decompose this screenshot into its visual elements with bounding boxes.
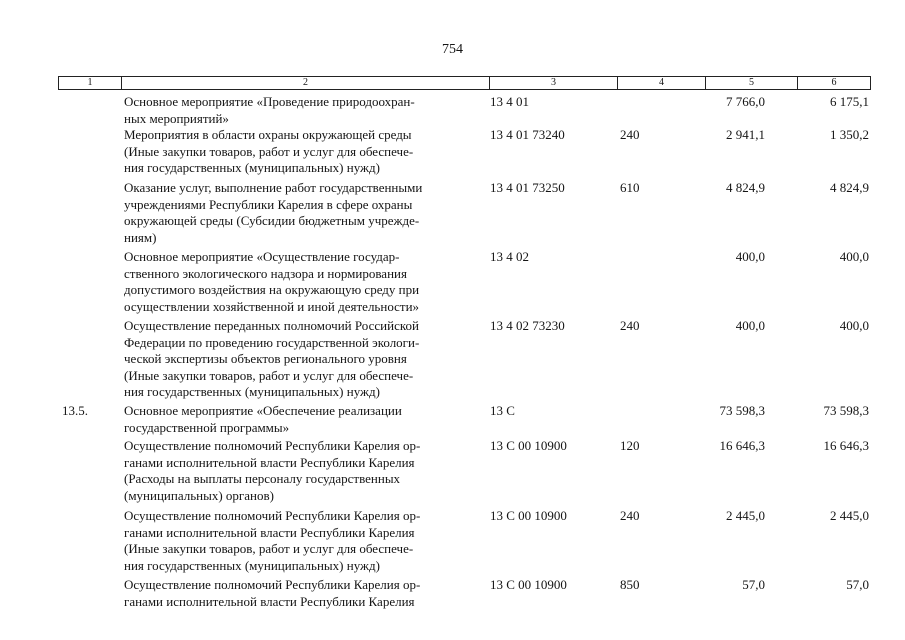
- description-line: ных мероприятий»: [124, 110, 229, 126]
- description-line: Осуществление полномочий Республики Карелия ор-: [124, 508, 421, 523]
- description-line: окружающей среды (Субсидии бюджетным учрежде-: [124, 213, 420, 228]
- amount-col-5: 2 445,0: [726, 508, 765, 523]
- budget-code: 13 С 00 10900: [490, 577, 567, 592]
- amount-col-5: 57,0: [742, 577, 765, 592]
- budget-code: 13 4 02: [490, 249, 529, 264]
- description-line: Осуществление переданных полномочий Российской: [124, 318, 419, 333]
- row-number: 13.5.: [62, 403, 88, 418]
- description-line: (муниципальных) органов): [124, 487, 274, 503]
- expense-type: 610: [620, 180, 640, 195]
- description-line: ния государственных (муниципальных) нужд): [124, 160, 380, 175]
- expense-type: 120: [620, 438, 640, 453]
- row-description: [124, 94, 476, 127]
- description-line: Осуществление полномочий Республики Карелия ор-: [124, 577, 421, 592]
- description-line: осуществлении хозяйственной и иной деятельности»: [124, 298, 420, 314]
- expense-type: 240: [620, 508, 640, 523]
- description-line: (Расходы на выплаты персоналу государственных: [124, 471, 401, 486]
- description-line: учреждениями Республики Карелия в сфере охраны: [124, 196, 413, 212]
- row-description: [124, 438, 476, 504]
- description-line: Основное мероприятие «Проведение природоохран-: [124, 94, 415, 109]
- description-line: ниям): [124, 229, 157, 245]
- description-line: государственной программы»: [124, 419, 290, 435]
- description-line: ганами исполнительной власти Республики Карелия: [124, 593, 415, 609]
- description-line: Мероприятия в области охраны окружающей среды: [124, 127, 412, 142]
- description-line: ственного экологического надзора и нормирования: [124, 265, 407, 281]
- amount-col-5: 16 646,3: [719, 438, 765, 453]
- table-header: [58, 76, 871, 90]
- description-line: (Иные закупки товаров, работ и услуг для обеспече-: [124, 367, 414, 383]
- row-description: [124, 249, 476, 315]
- description-line: ния государственных (муниципальных) нужд): [124, 384, 380, 399]
- amount-col-6: 2 445,0: [830, 508, 869, 523]
- page-number: 754: [442, 42, 463, 57]
- description-line: (Иные закупки товаров, работ и услуг для обеспече-: [124, 143, 414, 159]
- expense-type: 850: [620, 577, 640, 592]
- description-line: ганами исполнительной власти Республики Карелия: [124, 524, 415, 540]
- description-line: Основное мероприятие «Осуществление государ-: [124, 249, 400, 264]
- amount-col-5: 4 824,9: [726, 180, 765, 195]
- expense-type: 240: [620, 318, 640, 333]
- budget-code: 13 4 01: [490, 94, 529, 109]
- row-description: [124, 127, 476, 177]
- amount-col-6: 400,0: [839, 249, 869, 264]
- amount-col-5: 400,0: [735, 249, 765, 264]
- expense-type: 240: [620, 127, 640, 142]
- amount-col-6: 4 824,9: [830, 180, 869, 195]
- amount-col-5: 7 766,0: [726, 94, 765, 109]
- header-col-6: 6: [797, 77, 870, 89]
- row-description: [124, 403, 476, 436]
- budget-code: 13 С 00 10900: [490, 438, 567, 453]
- budget-code: 13 4 02 73230: [490, 318, 565, 333]
- header-col-2: 2: [121, 77, 489, 89]
- description-line: ганами исполнительной власти Республики Карелия: [124, 454, 415, 470]
- amount-col-5: 73 598,3: [719, 403, 765, 418]
- amount-col-6: 57,0: [846, 577, 869, 592]
- header-col-1: 1: [87, 77, 93, 88]
- row-description: [124, 318, 476, 401]
- description-line: Основное мероприятие «Обеспечение реализации: [124, 403, 402, 418]
- header-col-5: 5: [705, 77, 797, 89]
- budget-code: 13 С 00 10900: [490, 508, 567, 523]
- description-line: ческой экспертизы объектов регионального уровня: [124, 351, 407, 366]
- amount-col-6: 1 350,2: [830, 127, 869, 142]
- row-description: [124, 577, 476, 610]
- row-description: [124, 180, 476, 246]
- description-line: Осуществление полномочий Республики Карелия ор-: [124, 438, 421, 453]
- description-line: ния государственных (муниципальных) нужд): [124, 557, 380, 573]
- amount-col-5: 400,0: [735, 318, 765, 333]
- budget-code: 13 С: [490, 403, 515, 418]
- description-line: (Иные закупки товаров, работ и услуг для обеспече-: [124, 541, 414, 556]
- header-col-3: 3: [489, 77, 617, 89]
- row-description: [124, 508, 476, 574]
- amount-col-6: 6 175,1: [830, 94, 869, 109]
- description-line: Оказание услуг, выполнение работ государственными: [124, 180, 423, 195]
- amount-col-6: 400,0: [839, 318, 869, 333]
- description-line: Федерации по проведению государственной экологи-: [124, 334, 420, 350]
- amount-col-6: 16 646,3: [823, 438, 869, 453]
- description-line: допустимого воздействия на окружающую среду при: [124, 282, 420, 297]
- budget-code: 13 4 01 73240: [490, 127, 565, 142]
- header-col-4: 4: [617, 77, 705, 89]
- budget-code: 13 4 01 73250: [490, 180, 565, 195]
- amount-col-6: 73 598,3: [823, 403, 869, 418]
- amount-col-5: 2 941,1: [726, 127, 765, 142]
